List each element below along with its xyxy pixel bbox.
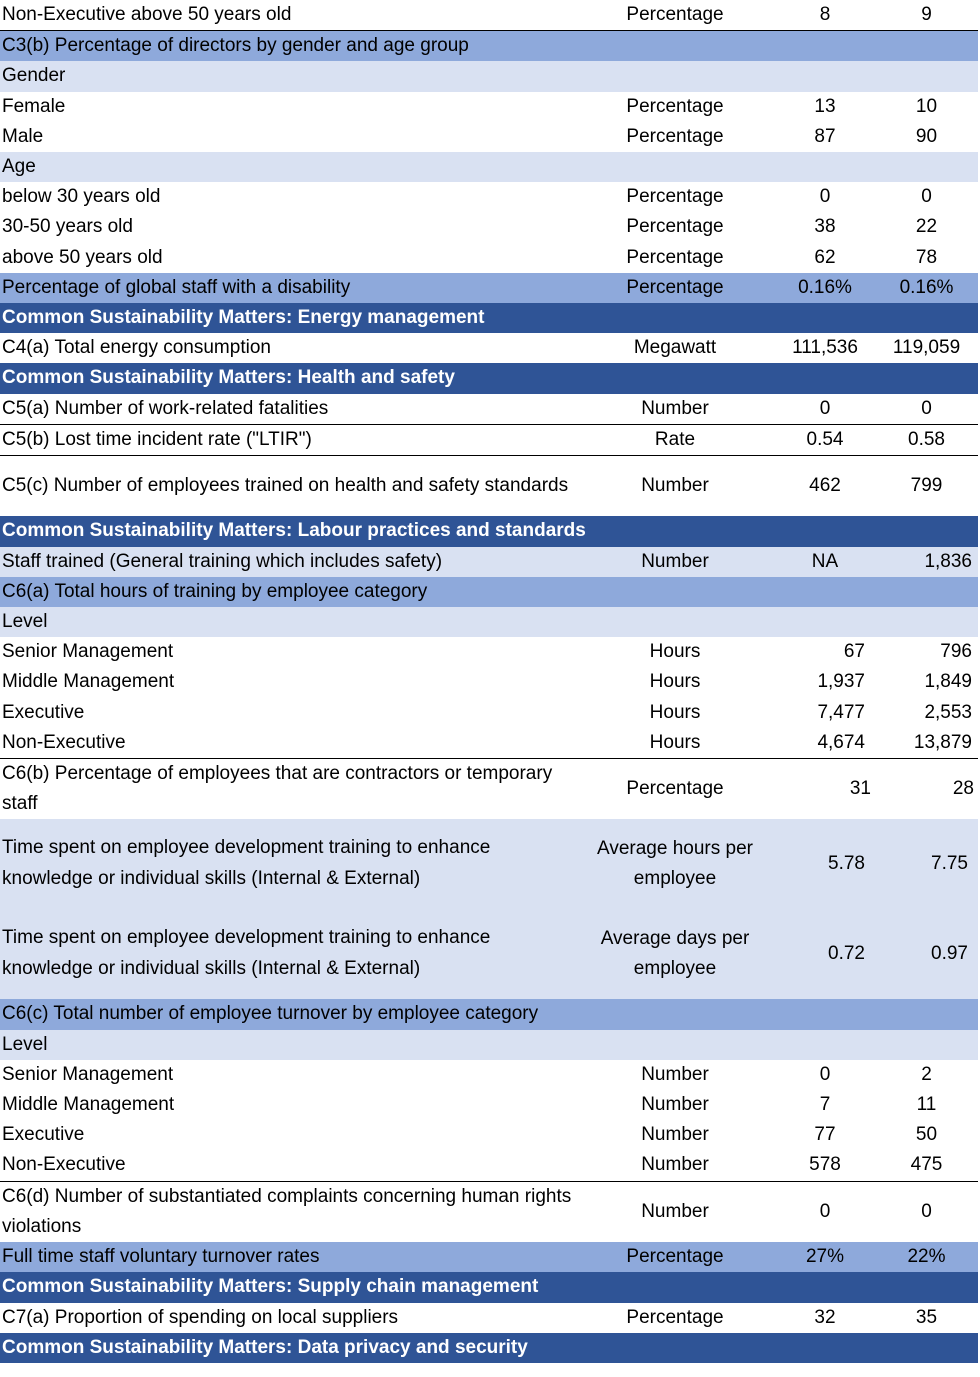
table-row — [0, 819, 978, 909]
table-row — [0, 667, 978, 697]
row-value-2: 475 — [875, 1150, 978, 1181]
row-value-1: 0 — [819, 186, 831, 208]
table-row — [0, 394, 978, 425]
row-value-1: 0.72 — [775, 909, 875, 999]
row-unit: Percentage — [626, 246, 724, 268]
row-value-2: 2,553 — [924, 701, 972, 723]
group-header — [0, 152, 978, 182]
table-row — [0, 1090, 978, 1120]
row-label: C6(d) Number of substantiated complaints concerning human rights violations — [2, 1185, 572, 1237]
row-value-2: 119,059 — [892, 337, 961, 359]
row-label: Non-Executive — [0, 728, 575, 759]
row-value-2: 35 — [915, 1306, 938, 1328]
row-value-2: 28 — [952, 778, 974, 800]
row-unit: Percentage — [575, 1242, 775, 1272]
row-value-1: 62 — [814, 246, 836, 268]
row-value-1: NA — [775, 547, 875, 577]
table-row — [0, 1181, 978, 1242]
row-label: Time spent on employee development training to enhance knowledge or individual skills (Internal & External) — [0, 909, 575, 999]
row-value-1: 578 — [775, 1150, 875, 1181]
table-row — [0, 333, 978, 363]
row-unit: Percentage — [626, 125, 724, 147]
table-row — [0, 698, 978, 728]
row-value-1: 31 — [849, 778, 871, 800]
row-value-2: 10 — [915, 95, 938, 117]
row-unit: Number — [641, 1094, 709, 1116]
group-title: Level — [0, 607, 978, 637]
row-unit: Percentage — [575, 0, 775, 31]
row-label: Senior Management — [2, 1063, 174, 1085]
row-value-1: 0 — [819, 1200, 831, 1222]
row-label: above 50 years old — [2, 246, 163, 268]
subsection-header — [0, 577, 978, 607]
subsection-title: C6(c) Total number of employee turnover by employee category — [0, 999, 978, 1029]
table-row — [0, 424, 978, 455]
table-row — [0, 547, 978, 577]
group-title: Gender — [0, 61, 978, 91]
row-value-2: 799 — [910, 475, 943, 497]
table-row — [0, 637, 978, 667]
group-header — [0, 607, 978, 637]
section-title: Common Sustainability Matters: Data privacy and security — [0, 1333, 978, 1363]
row-value-2: 0.16% — [875, 273, 978, 303]
row-label: Time spent on employee development training to enhance knowledge or individual skills (Internal & External) — [0, 819, 575, 909]
section-title: Common Sustainability Matters: Supply chain management — [0, 1272, 978, 1302]
row-unit: Hours — [649, 701, 701, 723]
row-unit: Number — [641, 475, 709, 497]
row-label: Non-Executive above 50 years old — [0, 0, 575, 31]
row-value-2: 22% — [875, 1242, 978, 1272]
row-unit: Percentage — [626, 216, 724, 238]
row-label: C5(b) Lost time incident rate ("LTIR") — [0, 424, 575, 455]
row-value-1: 111,536 — [792, 337, 858, 359]
section-title: Common Sustainability Matters: Labour practices and standards — [0, 516, 978, 546]
row-unit: Percentage — [626, 186, 724, 208]
table-row — [0, 1303, 978, 1333]
row-unit: Number — [641, 1200, 709, 1222]
row-value-2: 11 — [916, 1094, 937, 1116]
row-value-1: 13 — [814, 95, 836, 117]
section-header — [0, 303, 978, 333]
row-label: C4(a) Total energy consumption — [2, 337, 271, 359]
row-unit: Number — [575, 1150, 775, 1181]
row-label: Non-Executive — [0, 1150, 575, 1181]
row-unit: Rate — [575, 424, 775, 455]
row-value-2: 9 — [875, 0, 978, 31]
row-value-2: 50 — [915, 1124, 938, 1146]
row-label: C5(a) Number of work-related fatalities — [0, 394, 575, 425]
row-label: below 30 years old — [2, 186, 161, 208]
row-value-2: 0.97 — [875, 909, 978, 999]
row-value-2: 0 — [875, 394, 978, 425]
row-unit: Average days per employee — [575, 909, 775, 999]
table-row — [0, 273, 978, 303]
subsection-title: C6(a) Total hours of training by employee category — [0, 577, 978, 607]
row-value-1: 77 — [814, 1124, 836, 1146]
group-title: Age — [0, 152, 978, 182]
row-value-1: 8 — [775, 0, 875, 31]
row-label: Percentage of global staff with a disability — [0, 273, 575, 303]
row-label: C5(c) Number of employees trained on health and safety standards — [2, 475, 569, 497]
row-unit: Percentage — [575, 273, 775, 303]
row-value-1: 32 — [814, 1306, 836, 1328]
table-row — [0, 456, 978, 517]
row-value-2: 1,836 — [875, 547, 978, 577]
table-row — [0, 182, 978, 212]
row-unit: Average hours per employee — [575, 819, 775, 909]
row-value-1: 1,937 — [817, 671, 865, 693]
section-header — [0, 516, 978, 546]
row-value-2: 22 — [915, 216, 938, 238]
row-value-1: 4,674 — [775, 728, 875, 759]
row-value-2: 1,849 — [924, 671, 972, 693]
row-value-2: 0.58 — [875, 424, 978, 455]
row-value-1: 0 — [775, 394, 875, 425]
group-header — [0, 1030, 978, 1060]
table-row — [0, 0, 978, 31]
row-label: Male — [2, 125, 44, 147]
row-value-1: 0 — [819, 1063, 831, 1085]
row-value-1: 67 — [843, 641, 865, 663]
row-label: Full time staff voluntary turnover rates — [0, 1242, 575, 1272]
table-row — [0, 1150, 978, 1181]
subsection-header — [0, 999, 978, 1029]
row-label: C6(b) Percentage of employees that are contractors or temporary staff — [2, 763, 553, 815]
group-header — [0, 61, 978, 91]
row-unit: Megawatt — [633, 337, 717, 359]
table-row — [0, 92, 978, 122]
table-row — [0, 909, 978, 999]
section-header — [0, 1333, 978, 1363]
row-unit: Percentage — [626, 1306, 724, 1328]
table-row — [0, 1120, 978, 1150]
row-unit: Hours — [575, 728, 775, 759]
table-row — [0, 212, 978, 242]
row-unit: Hours — [649, 671, 701, 693]
table-row — [0, 1060, 978, 1090]
row-value-2: 0 — [921, 186, 932, 208]
row-value-2: 13,879 — [875, 728, 978, 759]
row-label: Senior Management — [2, 641, 174, 663]
table-row — [0, 243, 978, 273]
row-unit: Number — [641, 1063, 709, 1085]
table-row — [0, 1242, 978, 1272]
row-label: Middle Management — [2, 1094, 175, 1116]
row-value-2: 796 — [940, 641, 972, 663]
section-title: Common Sustainability Matters: Health and safety — [0, 363, 978, 393]
row-label: C7(a) Proportion of spending on local suppliers — [2, 1306, 399, 1328]
row-value-1: 0.16% — [775, 273, 875, 303]
row-label: Executive — [2, 1124, 85, 1146]
row-value-1: 5.78 — [775, 819, 875, 909]
row-unit: Number — [575, 394, 775, 425]
section-title: Common Sustainability Matters: Energy management — [0, 303, 978, 333]
row-label: 30-50 years old — [2, 216, 133, 238]
row-unit: Number — [575, 547, 775, 577]
row-label: Executive — [2, 701, 85, 723]
subsection-header — [0, 31, 978, 62]
row-value-1: 38 — [814, 216, 836, 238]
row-value-1: 27% — [775, 1242, 875, 1272]
row-value-1: 0.54 — [775, 424, 875, 455]
row-unit: Hours — [649, 641, 701, 663]
section-header — [0, 363, 978, 393]
row-value-2: 7.75 — [875, 819, 978, 909]
row-unit: Percentage — [626, 95, 724, 117]
row-value-2: 90 — [915, 125, 938, 147]
row-unit: Number — [641, 1124, 709, 1146]
section-header — [0, 1272, 978, 1302]
group-title: Level — [0, 1030, 978, 1060]
row-value-1: 7,477 — [817, 701, 865, 723]
row-value-1: 462 — [809, 475, 841, 497]
row-value-2: 78 — [915, 246, 938, 268]
table-row — [0, 122, 978, 152]
row-value-2: 2 — [921, 1063, 932, 1085]
row-value-1: 7 — [819, 1094, 831, 1116]
table-row — [0, 759, 978, 820]
row-label: Staff trained (General training which includes safety) — [0, 547, 575, 577]
row-value-1: 87 — [814, 125, 836, 147]
subsection-title: C3(b) Percentage of directors by gender and age group — [0, 31, 978, 62]
row-unit: Percentage — [626, 778, 724, 800]
row-label: Female — [2, 95, 66, 117]
table-row — [0, 728, 978, 759]
row-label: Middle Management — [2, 671, 175, 693]
row-value-2: 0 — [921, 1200, 932, 1222]
